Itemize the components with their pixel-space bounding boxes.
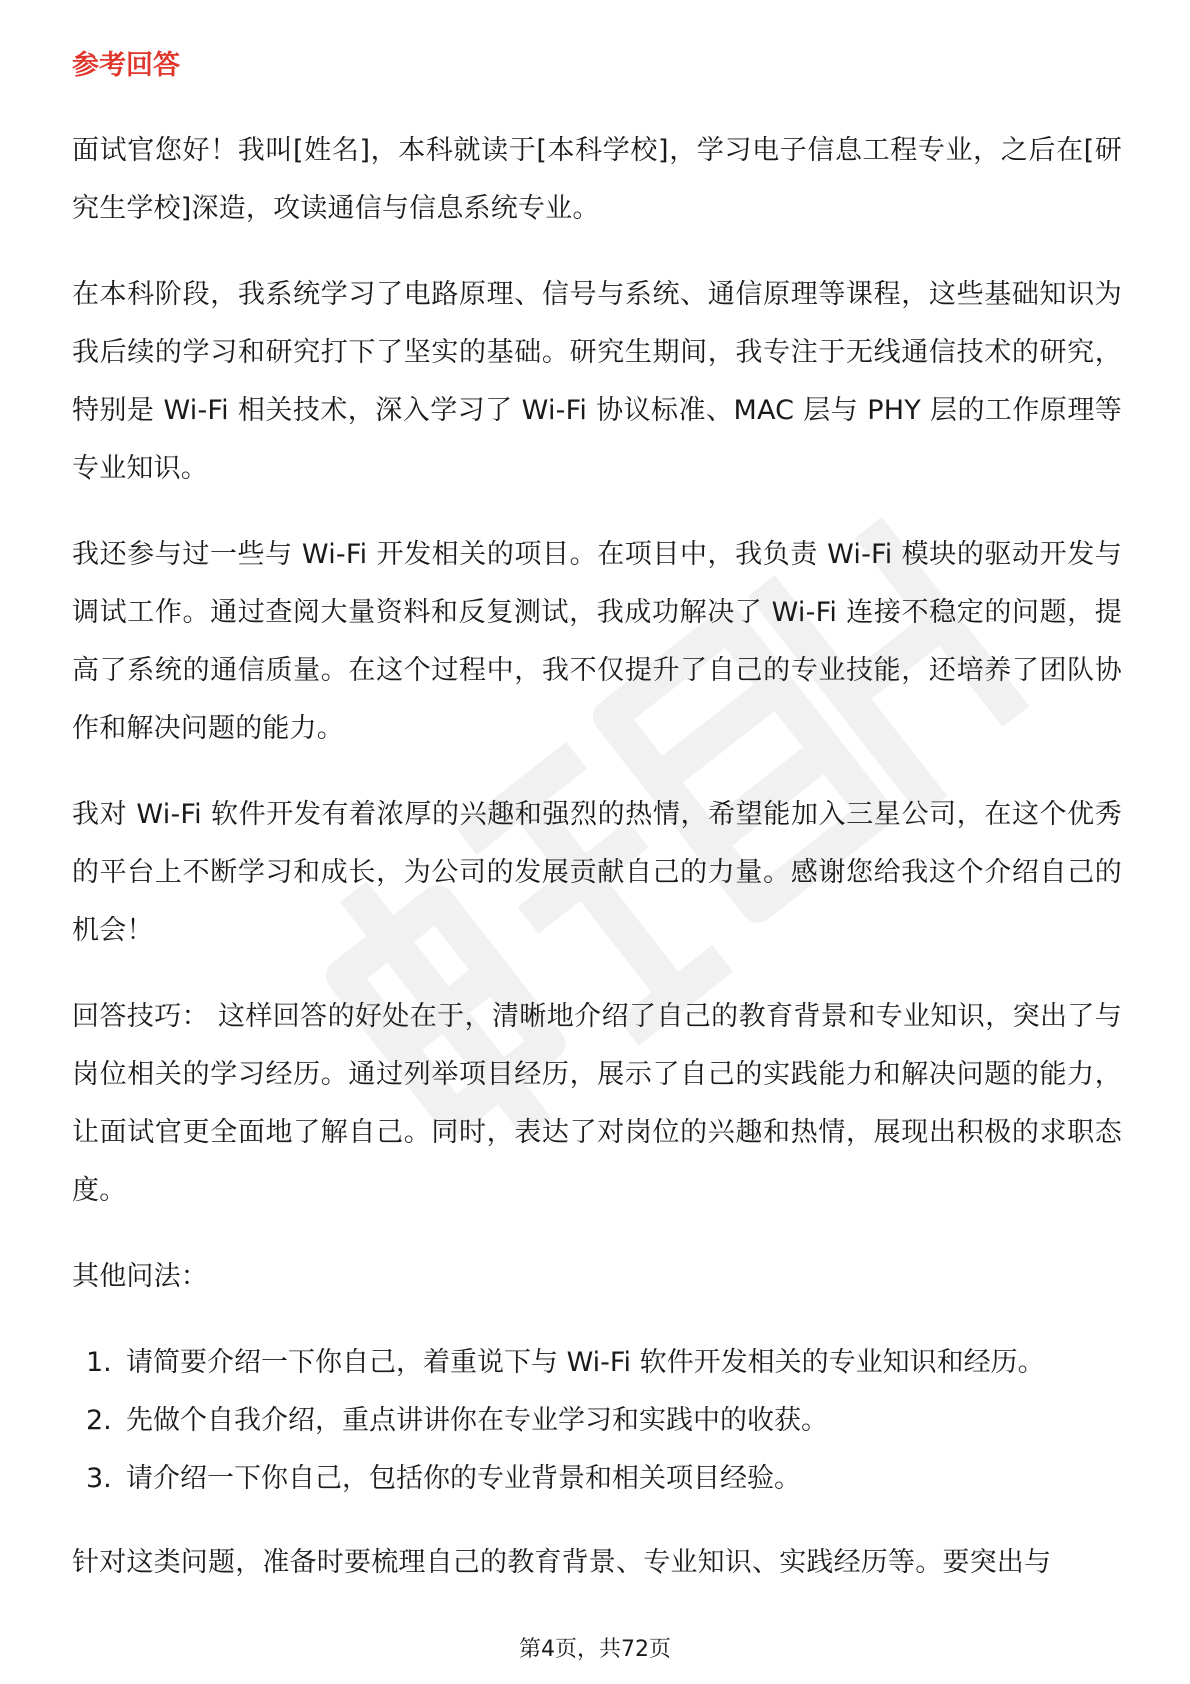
- list-item: [72, 1392, 1122, 1450]
- page-footer: 第4页，共72页: [519, 1637, 671, 1662]
- list-item: [72, 1450, 1122, 1508]
- other-questions-list: [72, 1334, 1122, 1508]
- list-item-number: 1.: [86, 1347, 112, 1378]
- closing-paragraph: 针对这类问题，准备时要梳理自己的教育背景、专业知识、实践经历等。要突出与: [72, 1547, 1052, 1578]
- list-item-number: 3.: [86, 1463, 112, 1494]
- answer-paragraph-4: 我对 Wi-Fi 软件开发有着浓厚的兴趣和强烈的热情，希望能加入三星公司，在这个优秀的平台上不断学习和成长，为公司的发展贡献自己的力量。感谢您给我这个介绍自己的机会！: [72, 799, 1122, 946]
- answer-paragraph-1: 面试官您好！我叫[姓名]，本科就读于[本科学校]，学习电子信息工程专业，之后在[研究生学校]深造，攻读通信与信息系统专业。: [72, 135, 1122, 224]
- answer-paragraph-2: 在本科阶段，我系统学习了电路原理、信号与系统、通信原理等课程，这些基础知识为我后续的学习和研究打下了坚实的基础。研究生期间，我专注于无线通信技术的研究，特别是 Wi-Fi 相关技术，深入学习了 Wi-Fi 协议标准、MAC 层与 PHY 层的工作原理等专业知识。: [72, 279, 1122, 484]
- list-item-text: 请介绍一下你自己，包括你的专业背景和相关项目经验。: [126, 1463, 801, 1494]
- list-item-number: 2.: [86, 1405, 112, 1436]
- section-title: 参考回答: [72, 50, 180, 81]
- list-item: [72, 1334, 1122, 1392]
- other-questions-heading: 其他问法：: [72, 1261, 208, 1292]
- answer-paragraph-3: 我还参与过一些与 Wi-Fi 开发相关的项目。在项目中，我负责 Wi-Fi 模块的驱动开发与调试工作。通过查阅大量资料和反复测试，我成功解决了 Wi-Fi 连接不稳定的问题，提高了系统的通信质量。在这个过程中，我不仅提升了自己的专业技能，还培养了团队协作和解决问题的能力。: [72, 539, 1122, 744]
- main-content: [72, 48, 1122, 1620]
- answer-tips-paragraph: 回答技巧： 这样回答的好处在于，清晰地介绍了自己的教育背景和专业知识，突出了与岗位相关的学习经历。通过列举项目经历，展示了自己的实践能力和解决问题的能力，让面试官更全面地了解自己。同时，表达了对岗位的兴趣和热情，展现出积极的求职态度。: [72, 1001, 1122, 1206]
- list-item-text: 请简要介绍一下你自己，着重说下与 Wi-Fi 软件开发相关的专业知识和经历。: [126, 1347, 1045, 1378]
- list-item-text: 先做个自我介绍，重点讲讲你在专业学习和实践中的收获。: [126, 1405, 828, 1436]
